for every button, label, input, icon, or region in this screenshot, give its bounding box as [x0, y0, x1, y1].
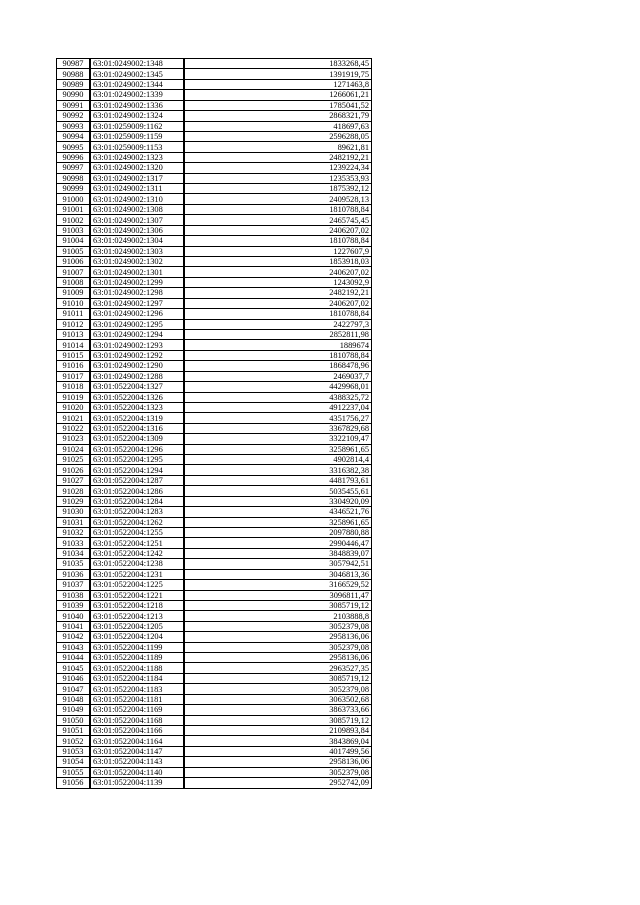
row-number-cell: 91025 — [57, 455, 91, 465]
table-row — [57, 246, 372, 256]
row-number-cell: 91001 — [57, 204, 91, 214]
cadastral-number-cell: 63:01:0249002:1323 — [90, 152, 184, 162]
cadastral-number-cell: 63:01:0522004:1164 — [90, 736, 184, 746]
cadastral-number-cell: 63:01:0249002:1294 — [90, 329, 184, 339]
row-number-cell: 91056 — [57, 778, 91, 788]
value-cell: 3316382,38 — [184, 465, 372, 475]
value-cell: 1235353,93 — [184, 173, 372, 183]
value-cell: 4351756,27 — [184, 413, 372, 423]
value-cell: 2482192,21 — [184, 152, 372, 162]
cadastral-number-cell: 63:01:0249002:1324 — [90, 111, 184, 121]
value-cell: 1266061,21 — [184, 90, 372, 100]
value-cell: 2958136,06 — [184, 757, 372, 767]
row-number-cell: 91028 — [57, 486, 91, 496]
cadastral-number-cell: 63:01:0522004:1183 — [90, 684, 184, 694]
value-cell: 3052379,08 — [184, 684, 372, 694]
cadastral-number-cell: 63:01:0249002:1303 — [90, 246, 184, 256]
cadastral-number-cell: 63:01:0249002:1311 — [90, 184, 184, 194]
value-cell: 2109893,84 — [184, 726, 372, 736]
cadastral-number-cell: 63:01:0249002:1310 — [90, 194, 184, 204]
cadastral-number-cell: 63:01:0249002:1301 — [90, 267, 184, 277]
row-number-cell: 91049 — [57, 705, 91, 715]
value-cell: 3085719,12 — [184, 673, 372, 683]
cadastral-number-cell: 63:01:0522004:1189 — [90, 653, 184, 663]
cadastral-number-cell: 63:01:0249002:1296 — [90, 309, 184, 319]
table-row — [57, 121, 372, 131]
row-number-cell: 91003 — [57, 225, 91, 235]
table-row — [57, 225, 372, 235]
row-number-cell: 91016 — [57, 361, 91, 371]
table-row — [57, 496, 372, 506]
table-row — [57, 215, 372, 225]
cadastral-number-cell: 63:01:0249002:1345 — [90, 69, 184, 79]
cadastral-number-cell: 63:01:0522004:1225 — [90, 580, 184, 590]
value-cell: 3258961,65 — [184, 444, 372, 454]
row-number-cell: 91004 — [57, 236, 91, 246]
row-number-cell: 91020 — [57, 402, 91, 412]
table-row — [57, 778, 372, 788]
row-number-cell: 91007 — [57, 267, 91, 277]
table-row — [57, 382, 372, 392]
row-number-cell: 90987 — [57, 59, 91, 69]
cadastral-number-cell: 63:01:0522004:1140 — [90, 767, 184, 777]
cadastral-number-cell: 63:01:0259009:1159 — [90, 131, 184, 141]
row-number-cell: 91015 — [57, 350, 91, 360]
cadastral-number-cell: 63:01:0522004:1295 — [90, 455, 184, 465]
row-number-cell: 90999 — [57, 184, 91, 194]
table-row — [57, 684, 372, 694]
cadastral-number-cell: 63:01:0522004:1287 — [90, 475, 184, 485]
value-cell: 1875392,12 — [184, 184, 372, 194]
table-row — [57, 517, 372, 527]
row-number-cell: 91054 — [57, 757, 91, 767]
row-number-cell: 90992 — [57, 111, 91, 121]
table-row — [57, 59, 372, 69]
table-row — [57, 527, 372, 537]
cadastral-number-cell: 63:01:0522004:1204 — [90, 632, 184, 642]
cadastral-number-cell: 63:01:0522004:1166 — [90, 726, 184, 736]
value-cell: 3063502,68 — [184, 694, 372, 704]
row-number-cell: 91039 — [57, 600, 91, 610]
cadastral-number-cell: 63:01:0522004:1188 — [90, 663, 184, 673]
table-row — [57, 392, 372, 402]
cadastral-number-cell: 63:01:0249002:1336 — [90, 100, 184, 110]
value-cell: 1810788,84 — [184, 236, 372, 246]
value-cell: 2406207,02 — [184, 225, 372, 235]
cadastral-number-cell: 63:01:0522004:1221 — [90, 590, 184, 600]
row-number-cell: 91012 — [57, 319, 91, 329]
value-cell: 2990446,47 — [184, 538, 372, 548]
value-cell: 418697,63 — [184, 121, 372, 131]
table-row — [57, 621, 372, 631]
table-row — [57, 184, 372, 194]
row-number-cell: 91005 — [57, 246, 91, 256]
cadastral-number-cell: 63:01:0522004:1169 — [90, 705, 184, 715]
table-row — [57, 163, 372, 173]
table-row — [57, 569, 372, 579]
cadastral-number-cell: 63:01:0249002:1317 — [90, 173, 184, 183]
row-number-cell: 90991 — [57, 100, 91, 110]
value-cell: 3843869,04 — [184, 736, 372, 746]
row-number-cell: 90993 — [57, 121, 91, 131]
cadastral-number-cell: 63:01:0522004:1251 — [90, 538, 184, 548]
table-row — [57, 350, 372, 360]
table-row — [57, 475, 372, 485]
table-row — [57, 79, 372, 89]
table-row — [57, 340, 372, 350]
value-cell: 2852811,98 — [184, 329, 372, 339]
cadastral-number-cell: 63:01:0522004:1286 — [90, 486, 184, 496]
row-number-cell: 91052 — [57, 736, 91, 746]
cadastral-number-cell: 63:01:0522004:1168 — [90, 715, 184, 725]
row-number-cell: 91000 — [57, 194, 91, 204]
row-number-cell: 90994 — [57, 131, 91, 141]
table-row — [57, 757, 372, 767]
cadastral-number-cell: 63:01:0522004:1231 — [90, 569, 184, 579]
value-cell: 1239224,34 — [184, 163, 372, 173]
cadastral-number-cell: 63:01:0522004:1218 — [90, 600, 184, 610]
value-cell: 1833268,45 — [184, 59, 372, 69]
value-cell: 2409528,13 — [184, 194, 372, 204]
table-row — [57, 715, 372, 725]
row-number-cell: 91019 — [57, 392, 91, 402]
row-number-cell: 91035 — [57, 559, 91, 569]
cadastral-number-cell: 63:01:0249002:1307 — [90, 215, 184, 225]
row-number-cell: 91026 — [57, 465, 91, 475]
cadastral-number-cell: 63:01:0522004:1262 — [90, 517, 184, 527]
row-number-cell: 90988 — [57, 69, 91, 79]
cadastral-number-cell: 63:01:0249002:1290 — [90, 361, 184, 371]
cadastral-number-cell: 63:01:0249002:1293 — [90, 340, 184, 350]
row-number-cell: 91031 — [57, 517, 91, 527]
table-row — [57, 413, 372, 423]
cadastral-number-cell: 63:01:0249002:1295 — [90, 319, 184, 329]
cadastral-number-cell: 63:01:0522004:1213 — [90, 611, 184, 621]
value-cell: 1889674 — [184, 340, 372, 350]
table-body — [57, 59, 372, 789]
row-number-cell: 91045 — [57, 663, 91, 673]
row-number-cell: 91014 — [57, 340, 91, 350]
row-number-cell: 90996 — [57, 152, 91, 162]
value-cell: 4912237,04 — [184, 402, 372, 412]
value-cell: 4388325,72 — [184, 392, 372, 402]
row-number-cell: 91034 — [57, 548, 91, 558]
spreadsheet-table — [56, 58, 372, 789]
value-cell: 3052379,08 — [184, 621, 372, 631]
row-number-cell: 91030 — [57, 507, 91, 517]
cadastral-number-cell: 63:01:0249002:1308 — [90, 204, 184, 214]
table-row — [57, 152, 372, 162]
table-row — [57, 434, 372, 444]
row-number-cell: 91053 — [57, 746, 91, 756]
table-row — [57, 361, 372, 371]
row-number-cell: 90989 — [57, 79, 91, 89]
value-cell: 3085719,12 — [184, 715, 372, 725]
value-cell: 5035455,61 — [184, 486, 372, 496]
value-cell: 3258961,65 — [184, 517, 372, 527]
table-row — [57, 600, 372, 610]
cadastral-number-cell: 63:01:0259009:1162 — [90, 121, 184, 131]
cadastral-number-cell: 63:01:0249002:1306 — [90, 225, 184, 235]
value-cell: 1271463,8 — [184, 79, 372, 89]
row-number-cell: 91042 — [57, 632, 91, 642]
table-row — [57, 277, 372, 287]
cadastral-number-cell: 63:01:0522004:1147 — [90, 746, 184, 756]
row-number-cell: 91011 — [57, 309, 91, 319]
value-cell: 3863733,66 — [184, 705, 372, 715]
row-number-cell: 90995 — [57, 142, 91, 152]
value-cell: 1243092,9 — [184, 277, 372, 287]
value-cell: 4481793,61 — [184, 475, 372, 485]
row-number-cell: 90998 — [57, 173, 91, 183]
row-number-cell: 91008 — [57, 277, 91, 287]
table-row — [57, 298, 372, 308]
table-row — [57, 204, 372, 214]
table-row — [57, 726, 372, 736]
value-cell: 2097880,88 — [184, 527, 372, 537]
value-cell: 1810788,84 — [184, 350, 372, 360]
table-row — [57, 309, 372, 319]
table-row — [57, 111, 372, 121]
table-row — [57, 611, 372, 621]
row-number-cell: 91032 — [57, 527, 91, 537]
value-cell: 2469037,7 — [184, 371, 372, 381]
row-number-cell: 91006 — [57, 257, 91, 267]
cadastral-number-cell: 63:01:0249002:1344 — [90, 79, 184, 89]
table-row — [57, 194, 372, 204]
cadastral-number-cell: 63:01:0249002:1297 — [90, 298, 184, 308]
cadastral-number-cell: 63:01:0249002:1302 — [90, 257, 184, 267]
value-cell: 4902814,4 — [184, 455, 372, 465]
table-row — [57, 580, 372, 590]
cadastral-number-cell: 63:01:0522004:1326 — [90, 392, 184, 402]
row-number-cell: 91040 — [57, 611, 91, 621]
value-cell: 2482192,21 — [184, 288, 372, 298]
row-number-cell: 91050 — [57, 715, 91, 725]
table-row — [57, 538, 372, 548]
row-number-cell: 90997 — [57, 163, 91, 173]
cadastral-number-cell: 63:01:0522004:1283 — [90, 507, 184, 517]
value-cell: 89621,81 — [184, 142, 372, 152]
table-row — [57, 486, 372, 496]
cadastral-number-cell: 63:01:0522004:1143 — [90, 757, 184, 767]
row-number-cell: 91051 — [57, 726, 91, 736]
cadastral-number-cell: 63:01:0249002:1292 — [90, 350, 184, 360]
table-row — [57, 267, 372, 277]
row-number-cell: 91036 — [57, 569, 91, 579]
table-row — [57, 632, 372, 642]
row-number-cell: 91009 — [57, 288, 91, 298]
value-cell: 2958136,06 — [184, 653, 372, 663]
value-cell: 3052379,08 — [184, 767, 372, 777]
cadastral-number-cell: 63:01:0522004:1242 — [90, 548, 184, 558]
cadastral-number-cell: 63:01:0249002:1288 — [90, 371, 184, 381]
table-row — [57, 371, 372, 381]
row-number-cell: 91021 — [57, 413, 91, 423]
row-number-cell: 91047 — [57, 684, 91, 694]
cadastral-number-cell: 63:01:0522004:1238 — [90, 559, 184, 569]
row-number-cell: 91046 — [57, 673, 91, 683]
table-row — [57, 673, 372, 683]
table-row — [57, 507, 372, 517]
cadastral-number-cell: 63:01:0522004:1199 — [90, 642, 184, 652]
value-cell: 2958136,06 — [184, 632, 372, 642]
table-row — [57, 642, 372, 652]
value-cell: 3166529,52 — [184, 580, 372, 590]
cadastral-number-cell: 63:01:0249002:1304 — [90, 236, 184, 246]
value-cell: 2963527,35 — [184, 663, 372, 673]
cadastral-number-cell: 63:01:0522004:1294 — [90, 465, 184, 475]
row-number-cell: 91044 — [57, 653, 91, 663]
row-number-cell: 91033 — [57, 538, 91, 548]
value-cell: 4017499,56 — [184, 746, 372, 756]
row-number-cell: 91041 — [57, 621, 91, 631]
table-row — [57, 100, 372, 110]
value-cell: 3057942,51 — [184, 559, 372, 569]
cadastral-number-cell: 63:01:0249002:1299 — [90, 277, 184, 287]
cadastral-number-cell: 63:01:0522004:1205 — [90, 621, 184, 631]
cadastral-number-cell: 63:01:0522004:1255 — [90, 527, 184, 537]
row-number-cell: 91018 — [57, 382, 91, 392]
row-number-cell: 91024 — [57, 444, 91, 454]
value-cell: 2422797,3 — [184, 319, 372, 329]
value-cell: 3046813,36 — [184, 569, 372, 579]
table-row — [57, 423, 372, 433]
table-row — [57, 288, 372, 298]
row-number-cell: 91010 — [57, 298, 91, 308]
table-row — [57, 767, 372, 777]
table-row — [57, 694, 372, 704]
cadastral-number-cell: 63:01:0522004:1323 — [90, 402, 184, 412]
table-row — [57, 653, 372, 663]
cadastral-number-cell: 63:01:0249002:1348 — [90, 59, 184, 69]
table-row — [57, 131, 372, 141]
value-cell: 1810788,84 — [184, 309, 372, 319]
cadastral-number-cell: 63:01:0522004:1184 — [90, 673, 184, 683]
value-cell: 1785041,52 — [184, 100, 372, 110]
table-row — [57, 173, 372, 183]
value-cell: 2406207,02 — [184, 267, 372, 277]
cadastral-number-cell: 63:01:0249002:1339 — [90, 90, 184, 100]
row-number-cell: 90990 — [57, 90, 91, 100]
row-number-cell: 91029 — [57, 496, 91, 506]
cadastral-number-cell: 63:01:0522004:1139 — [90, 778, 184, 788]
value-cell: 3085719,12 — [184, 600, 372, 610]
cadastral-number-cell: 63:01:0522004:1327 — [90, 382, 184, 392]
table-row — [57, 257, 372, 267]
row-number-cell: 91023 — [57, 434, 91, 444]
value-cell: 2868321,79 — [184, 111, 372, 121]
cadastral-number-cell: 63:01:0522004:1316 — [90, 423, 184, 433]
value-cell: 1227607,9 — [184, 246, 372, 256]
value-cell: 1853918,03 — [184, 257, 372, 267]
table-row — [57, 559, 372, 569]
value-cell: 2465745,45 — [184, 215, 372, 225]
value-cell: 2103888,8 — [184, 611, 372, 621]
row-number-cell: 91017 — [57, 371, 91, 381]
cadastral-number-cell: 63:01:0522004:1284 — [90, 496, 184, 506]
row-number-cell: 91043 — [57, 642, 91, 652]
table-row — [57, 455, 372, 465]
table-row — [57, 465, 372, 475]
table-row — [57, 705, 372, 715]
table-row — [57, 444, 372, 454]
row-number-cell: 91022 — [57, 423, 91, 433]
value-cell: 1391919,75 — [184, 69, 372, 79]
cadastral-number-cell: 63:01:0522004:1319 — [90, 413, 184, 423]
cadastral-number-cell: 63:01:0522004:1309 — [90, 434, 184, 444]
value-cell: 4346521,76 — [184, 507, 372, 517]
value-cell: 3367829,68 — [184, 423, 372, 433]
row-number-cell: 91002 — [57, 215, 91, 225]
table-row — [57, 319, 372, 329]
table-row — [57, 69, 372, 79]
value-cell: 3096811,47 — [184, 590, 372, 600]
row-number-cell: 91038 — [57, 590, 91, 600]
row-number-cell: 91048 — [57, 694, 91, 704]
table-row — [57, 663, 372, 673]
value-cell: 2952742,09 — [184, 778, 372, 788]
table-row — [57, 746, 372, 756]
row-number-cell: 91037 — [57, 580, 91, 590]
table-row — [57, 236, 372, 246]
value-cell: 1810788,84 — [184, 204, 372, 214]
value-cell: 3052379,08 — [184, 642, 372, 652]
cadastral-number-cell: 63:01:0259009:1153 — [90, 142, 184, 152]
value-cell: 4429968,01 — [184, 382, 372, 392]
table-row — [57, 329, 372, 339]
value-cell: 1868478,96 — [184, 361, 372, 371]
value-cell: 2596288,05 — [184, 131, 372, 141]
cadastral-number-cell: 63:01:0249002:1298 — [90, 288, 184, 298]
table-row — [57, 142, 372, 152]
table-row — [57, 402, 372, 412]
table-row — [57, 548, 372, 558]
cadastral-number-cell: 63:01:0249002:1320 — [90, 163, 184, 173]
table-row — [57, 590, 372, 600]
table-row — [57, 736, 372, 746]
value-cell: 3848839,07 — [184, 548, 372, 558]
value-cell: 3304920,09 — [184, 496, 372, 506]
row-number-cell: 91013 — [57, 329, 91, 339]
cadastral-number-cell: 63:01:0522004:1181 — [90, 694, 184, 704]
row-number-cell: 91027 — [57, 475, 91, 485]
row-number-cell: 91055 — [57, 767, 91, 777]
value-cell: 3322109,47 — [184, 434, 372, 444]
value-cell: 2406207,02 — [184, 298, 372, 308]
table-row — [57, 90, 372, 100]
cadastral-number-cell: 63:01:0522004:1296 — [90, 444, 184, 454]
